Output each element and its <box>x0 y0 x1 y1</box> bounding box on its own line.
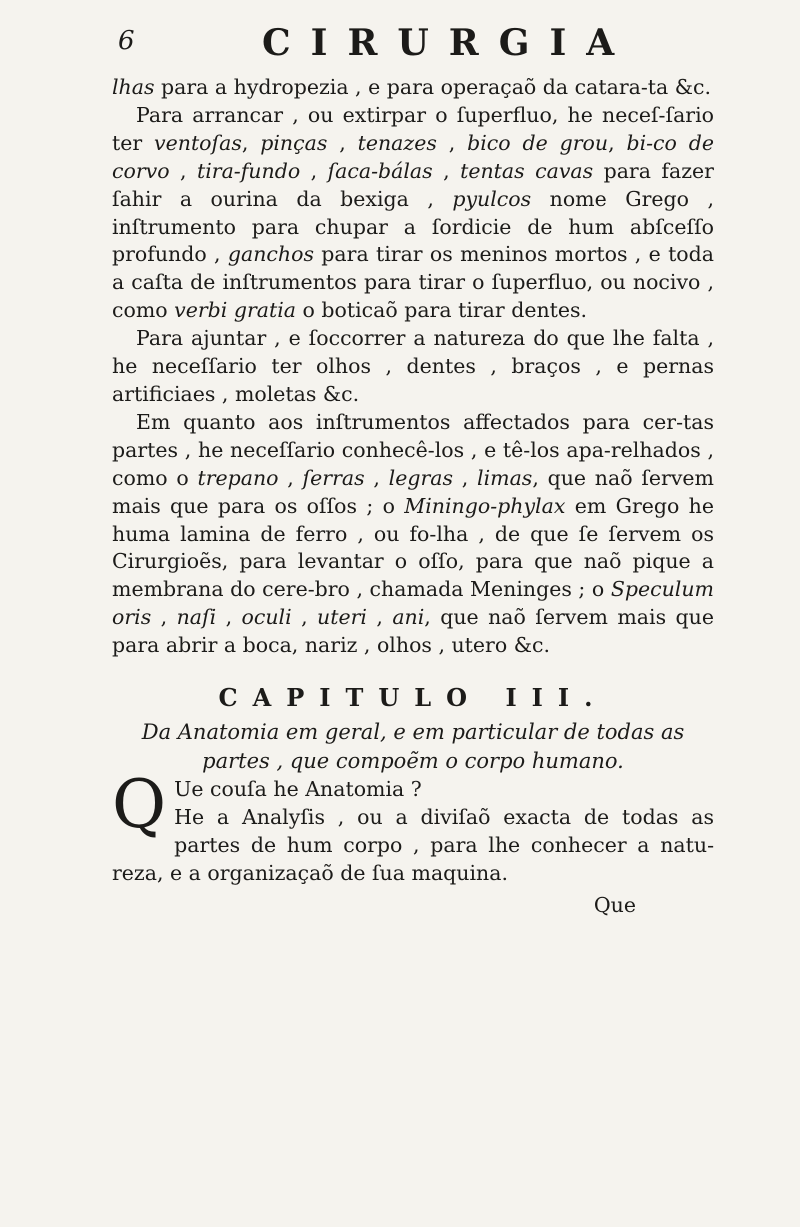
page-body <box>112 74 714 919</box>
catchword: Que <box>593 892 636 917</box>
paragraph-3 <box>112 325 714 409</box>
text-run: para a hydropezia , e para operaçaõ da catara-ta &c. <box>154 75 711 99</box>
text-run: , <box>608 130 627 155</box>
italic-term: tentas cavas <box>460 158 594 183</box>
text-run: , <box>327 130 358 155</box>
text-run: Ue couſa he Anatomia ? <box>174 776 422 801</box>
text-run: , <box>432 158 461 183</box>
text-run: , <box>241 130 261 155</box>
italic-term: ani <box>392 605 425 630</box>
italic-term: oculi <box>241 605 292 630</box>
italic-term: pyulcos <box>452 186 532 211</box>
italic-term: ganchos <box>227 242 314 267</box>
text-run: o boticaõ para tirar dentes. <box>296 298 588 323</box>
italic-term: bico de grou <box>467 130 609 155</box>
text-run: , <box>169 158 197 183</box>
italic-term: Speculum oris <box>112 577 714 630</box>
drop-cap: Q <box>112 765 167 843</box>
italic-term: verbi gratia <box>174 298 296 323</box>
italic-term: uteri <box>317 605 367 630</box>
text-run: , <box>436 130 468 155</box>
paragraph-1 <box>112 74 714 102</box>
italic-term: ſaca-bálas <box>327 158 433 183</box>
italic-term: ventoſas <box>154 130 242 155</box>
paragraph-4 <box>112 409 714 660</box>
text-run: , <box>300 158 328 183</box>
italic-term: tira-fundo <box>196 158 301 183</box>
text-run: , <box>364 465 389 490</box>
paragraph-2 <box>112 102 714 325</box>
text-run: em Grego he huma lamina de ferro , ou fo-lha , de que ſe ſervem os Cirurgioẽs, para levantar o oſſo, para que naõ pique a membrana do cere-bro , chamada Meninges ; o <box>112 493 714 602</box>
italic-term: pinças <box>260 130 328 155</box>
text-run: He a Analyſis , ou a diviſaõ exacta de todas as partes de hum corpo , para lhe conhecer a natu-reza, e a organizaçaõ de ſua maquina. <box>112 804 714 885</box>
text-run: , <box>216 605 242 630</box>
page-number: 6 <box>118 26 135 56</box>
chapter-subtitle: Da Anatomia em geral, e em particular de todas as partes , que compoẽm o corpo humano. <box>141 719 685 773</box>
text-run: Para arrancar , ou extirpar o ſuperfluo, he neceſ-ſario ter <box>112 102 714 155</box>
text-run: , que naõ ſervem mais que para os oſſos ; o <box>112 465 714 518</box>
italic-term: ſerras <box>302 465 365 490</box>
text-run: , <box>366 605 393 630</box>
italic-term: bi-co de corvo <box>112 130 714 183</box>
text-run: para tirar os meninos mortos , e toda a caſta de inſtrumentos para tirar o ſuperfluo, ou nocivo , como <box>112 242 714 323</box>
final-paragraph <box>112 765 714 888</box>
text-run: Para ajuntar , e ſoccorrer a natureza do que lhe falta , he neceſſario ter olhos , dentes , braços , e pernas artificiaes , moletas &c. <box>112 326 714 406</box>
text-run: para fazer ſahir a ourina da bexiga , <box>112 158 714 211</box>
text-run: , <box>453 465 478 490</box>
italic-term: naſi <box>176 605 217 630</box>
text-run: , <box>278 465 303 490</box>
running-title: CIRURGIA <box>262 22 635 64</box>
italic-term: Miningo-phylax <box>404 493 566 518</box>
text-run: nome Grego , inſtrumento para chupar a ſordicie de hum abſceſſo profundo , <box>112 186 714 267</box>
italic-term: limas <box>477 465 533 490</box>
chapter-heading: CAPITULO III. <box>218 683 608 713</box>
italic-term: lhas <box>112 75 155 99</box>
page-header <box>112 22 712 72</box>
text-run: , que naõ ſervem mais que para abrir a boca, nariz , olhos , utero &c. <box>112 605 714 658</box>
italic-term: legras <box>388 465 453 490</box>
italic-term: trepano <box>197 465 279 490</box>
text-run: , <box>151 605 177 630</box>
text-run: Em quanto aos inſtrumentos affectados para cer-tas partes , he neceſſario conhecê-los , e tê-los apa-relhados , como o <box>112 409 714 490</box>
italic-term: tenazes <box>357 130 437 155</box>
text-run: , <box>291 605 318 630</box>
